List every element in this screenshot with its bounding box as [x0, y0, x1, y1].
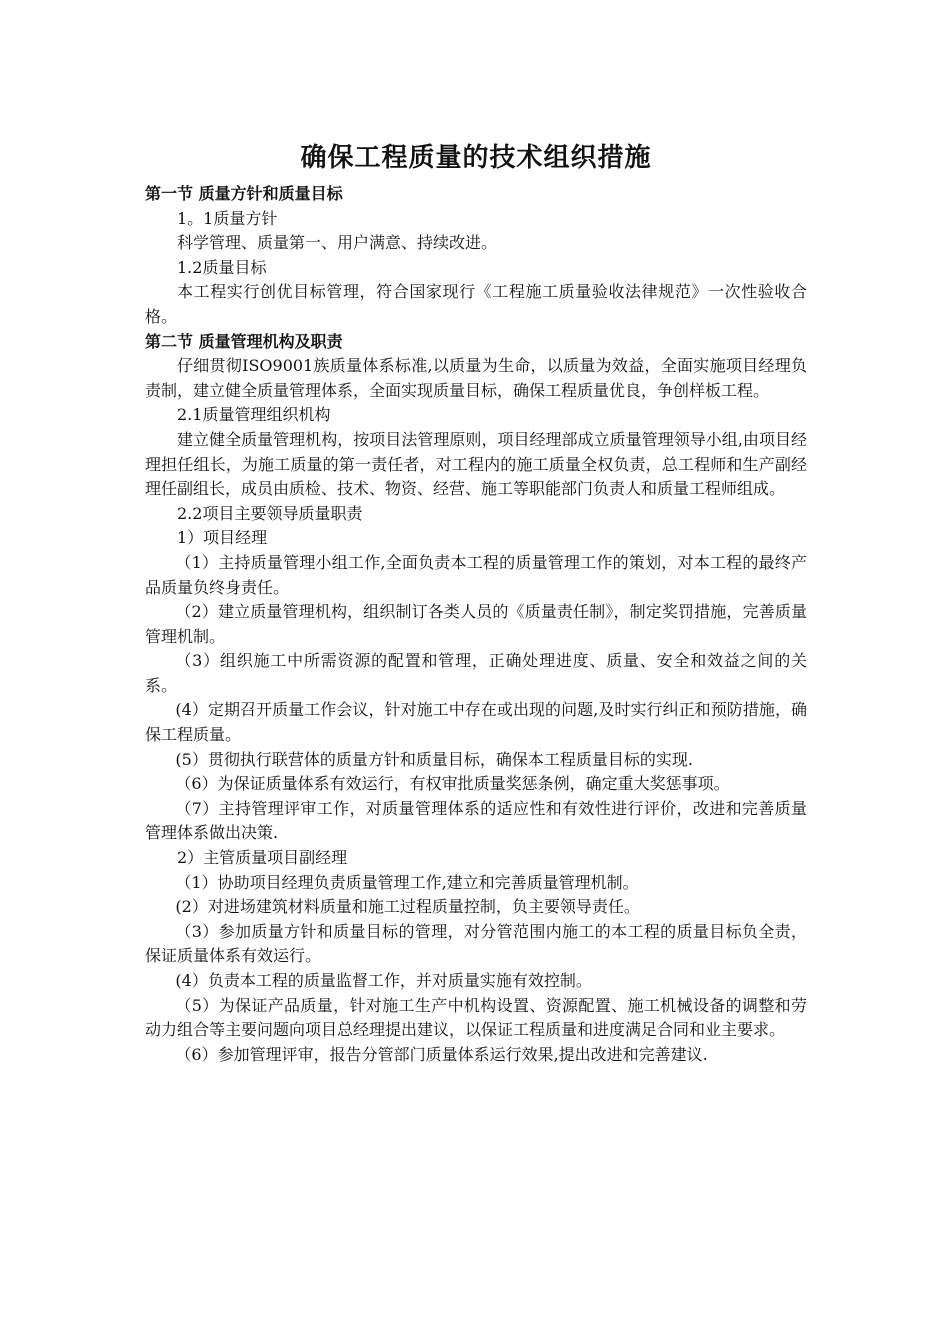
list-item: （1）协助项目经理负责质量管理工作,建立和完善质量管理机制。: [175, 872, 639, 892]
list-item: (2）对进场建筑材料质量和施工过程质量控制，负主要领导责任。: [175, 897, 640, 917]
paragraph: 建立健全质量管理机构，按项目法管理原则，项目经理部成立质量管理领导小组,由项目经理担任组长，为施工质量的第一责任者，对工程内的施工质量全权负责，总工程师和生产副经理任副组长，成员由质检、技术、物资、经营、施工等职能部门负责人和质量工程师组成。: [145, 429, 807, 499]
list-item: （2）建立质量管理机构，组织制订各类人员的《质量责任制》，制定奖罚措施，完善质量管理机制。: [145, 602, 807, 646]
paragraph: 1）项目经理: [177, 528, 268, 548]
paragraph: 仔细贯彻ISO9001族质量体系标准,以质量为生命，以质量为效益，全面实施项目经理负责制，建立健全质量管理体系，全面实现质量目标，确保工程质量优良，争创样板工程。: [145, 356, 807, 400]
list-item: （3）参加质量方针和质量目标的管理，对分管范围内施工的本工程的质量目标负全责，保证质量体系有效运行。: [145, 921, 807, 966]
list-item: (4）定期召开质量工作会议，针对施工中存在或出现的问题,及时实行纠正和预防措施，确保工程质量。: [145, 700, 807, 745]
paragraph: 本工程实行创优目标管理，符合国家现行《工程施工质量验收法律规范》一次性验收合格。: [145, 282, 807, 326]
paragraph: 1。1质量方针: [177, 208, 278, 228]
section-heading: 第二节 质量管理机构及职责: [145, 331, 343, 351]
list-item: （6）为保证质量体系有效运行，有权审批质量奖惩条例，确定重大奖惩事项。: [175, 774, 730, 794]
paragraph: 2.2项目主要领导质量职责: [177, 503, 363, 523]
paragraph: 科学管理、质量第一、用户满意、持续改进。: [177, 233, 498, 253]
list-item: （1）主持质量管理小组工作,全面负责本工程的质量管理工作的策划，对本工程的最终产品质量负终身责任。: [145, 552, 807, 597]
document-title: 确保工程质量的技术组织措施: [300, 143, 652, 173]
paragraph: 2.1质量管理组织机构: [177, 405, 331, 425]
list-item: （6）参加管理评审，报告分管部门质量体系运行效果,提出改进和完善建议.: [175, 1044, 708, 1064]
list-item: (5）贯彻执行联营体的质量方针和质量目标，确保本工程质量目标的实现.: [175, 749, 693, 769]
document-blocks: [145, 182, 807, 1067]
document-body: [145, 138, 807, 1067]
list-item: （5）为保证产品质量，针对施工生产中机构设置、资源配置、施工机械设备的调整和劳动力组合等主要问题向项目总经理提出建议，以保证工程质量和进度满足合同和业主要求。: [145, 995, 807, 1040]
paragraph: 1.2质量目标: [177, 257, 267, 277]
paragraph: 2）主管质量项目副经理: [177, 848, 348, 868]
section-heading: 第一节 质量方针和质量目标: [145, 184, 343, 203]
list-item: (4）负责本工程的质量监督工作，并对质量实施有效控制。: [175, 971, 592, 990]
list-item: （3）组织施工中所需资源的配置和管理，正确处理进度、质量、安全和效益之间的关系。: [145, 651, 807, 695]
list-item: （7）主持管理评审工作，对质量管理体系的适应性和有效性进行评价，改进和完善质量管理体系做出决策.: [145, 798, 807, 843]
